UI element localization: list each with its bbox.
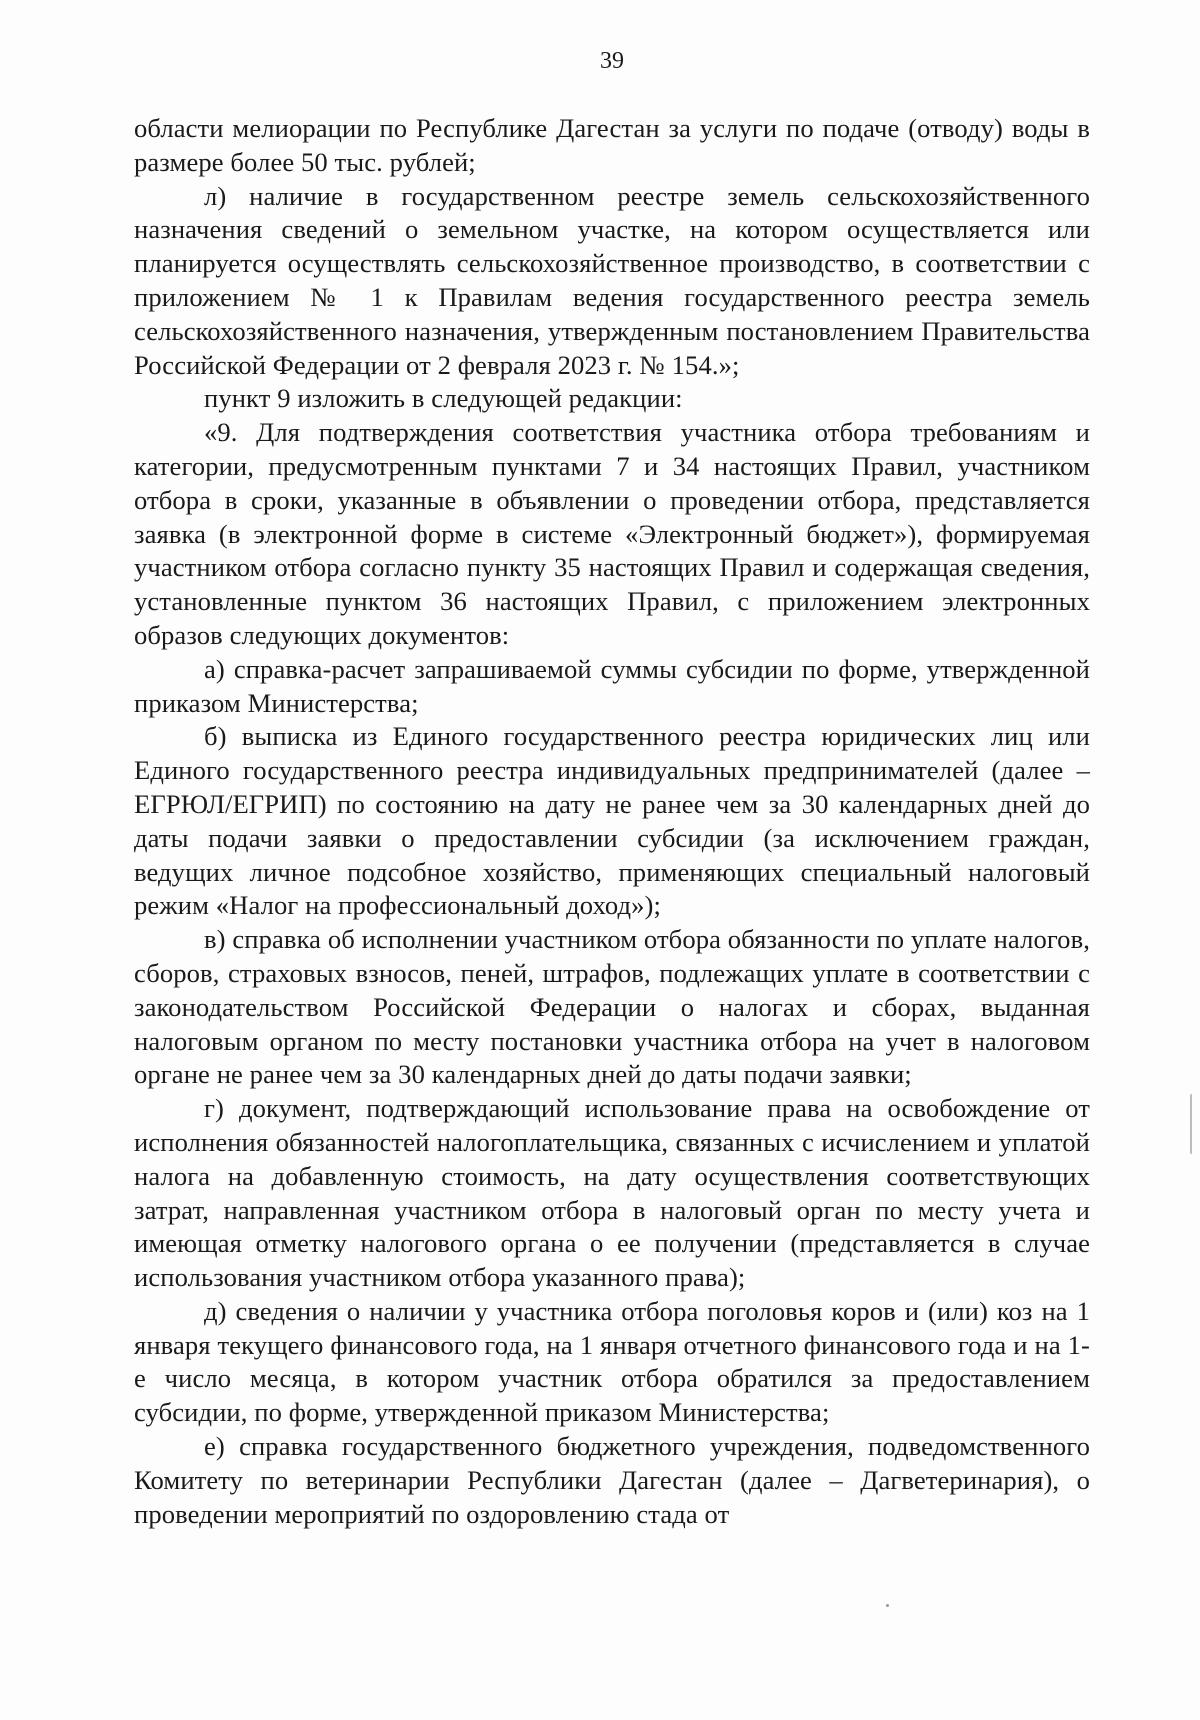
paragraph-item-l: л) наличие в государственном реестре земель сельскохозяйственного назначения сведений о земельном участке, на котором осуществляется или планируется осуществлять сельскохозяйственное производство, в соответствии с приложением № 1 к Правилам ведения государственного реестра земель сельскохозяйственного назначения, утвержденным постановлением Правительства Российской Федерации от 2 февраля 2023 г. № 154.»; xyxy=(134,180,1090,380)
paragraph-continuation: области мелиорации по Республике Дагестан за услуги по подаче (отводу) воды в размере более 50 тыс. рублей; xyxy=(134,113,1090,177)
paragraph-item-b: б) выписка из Единого государственного реестра юридических лиц или Единого государственного реестра индивидуальных предпринимателей (далее – ЕГРЮЛ/ЕГРИП) по состоянию на дату не ранее чем за 30 календарных дней до даты подачи заявки о предоставлении субсидии (за исключением граждан, ведущих личное подсобное хозяйство, применяющих специальный налоговый режим «Налог на профессиональный доход»); xyxy=(134,721,1090,921)
scan-speck xyxy=(886,1604,889,1607)
paragraph-point-9: «9. Для подтверждения соответствия участника отбора требованиям и категории, предусмотренным пунктами 7 и 34 настоящих Правил, участником отбора в сроки, указанные в объявлении о проведении отбора, представляется заявка (в электронной форме в системе «Электронный бюджет»), формируемая участником отбора согласно пункту 35 настоящих Правил и содержащая сведения, установленные пунктом 36 настоящих Правил, с приложением электронных образов следующих документов: xyxy=(134,417,1090,650)
paragraph-item-g: г) документ, подтверждающий использование права на освобождение от исполнения обязанностей налогоплательщика, связанных с исчислением и уплатой налога на добавленную стоимость, на дату осуществления соответствующих затрат, направленная участником отбора в налоговый орган по месту учета и имеющая отметку налогового органа о ее получении (представляется в случае использования участником отбора указанного права); xyxy=(134,1093,1090,1293)
paragraph-item-e: е) справка государственного бюджетного учреждения, подведомственного Комитету по ветеринарии Республики Дагестан (далее – Дагветеринария), о проведении мероприятий по оздоровлению стада от xyxy=(134,1431,1090,1529)
paragraph-item-a: а) справка-расчет запрашиваемой суммы субсидии по форме, утвержденной приказом Министерства; xyxy=(134,653,1090,718)
document-body xyxy=(134,112,1090,1531)
paragraph-item-v: в) справка об исполнении участником отбора обязанности по уплате налогов, сборов, страховых взносов, пеней, штрафов, подлежащих уплате в соответствии с законодательством Российской Федерации о налогах и сборах, выданная налоговым органом по месту постановки участника отбора на учет в налоговом органе не ранее чем за 30 календарных дней до даты подачи заявки; xyxy=(134,924,1090,1090)
scan-speck xyxy=(1190,1094,1192,1154)
page-number: 39 xyxy=(600,48,624,74)
paragraph-item-d: д) сведения о наличии у участника отбора поголовья коров и (или) коз на 1 января текущего финансового года, на 1 января отчетного финансового года и на 1-е число месяца, в котором участник отбора обратился за предоставлением субсидии, по форме, утвержденной приказом Министерства; xyxy=(134,1295,1090,1428)
paragraph-point-9-instruction: пункт 9 изложить в следующей редакции: xyxy=(204,383,683,414)
